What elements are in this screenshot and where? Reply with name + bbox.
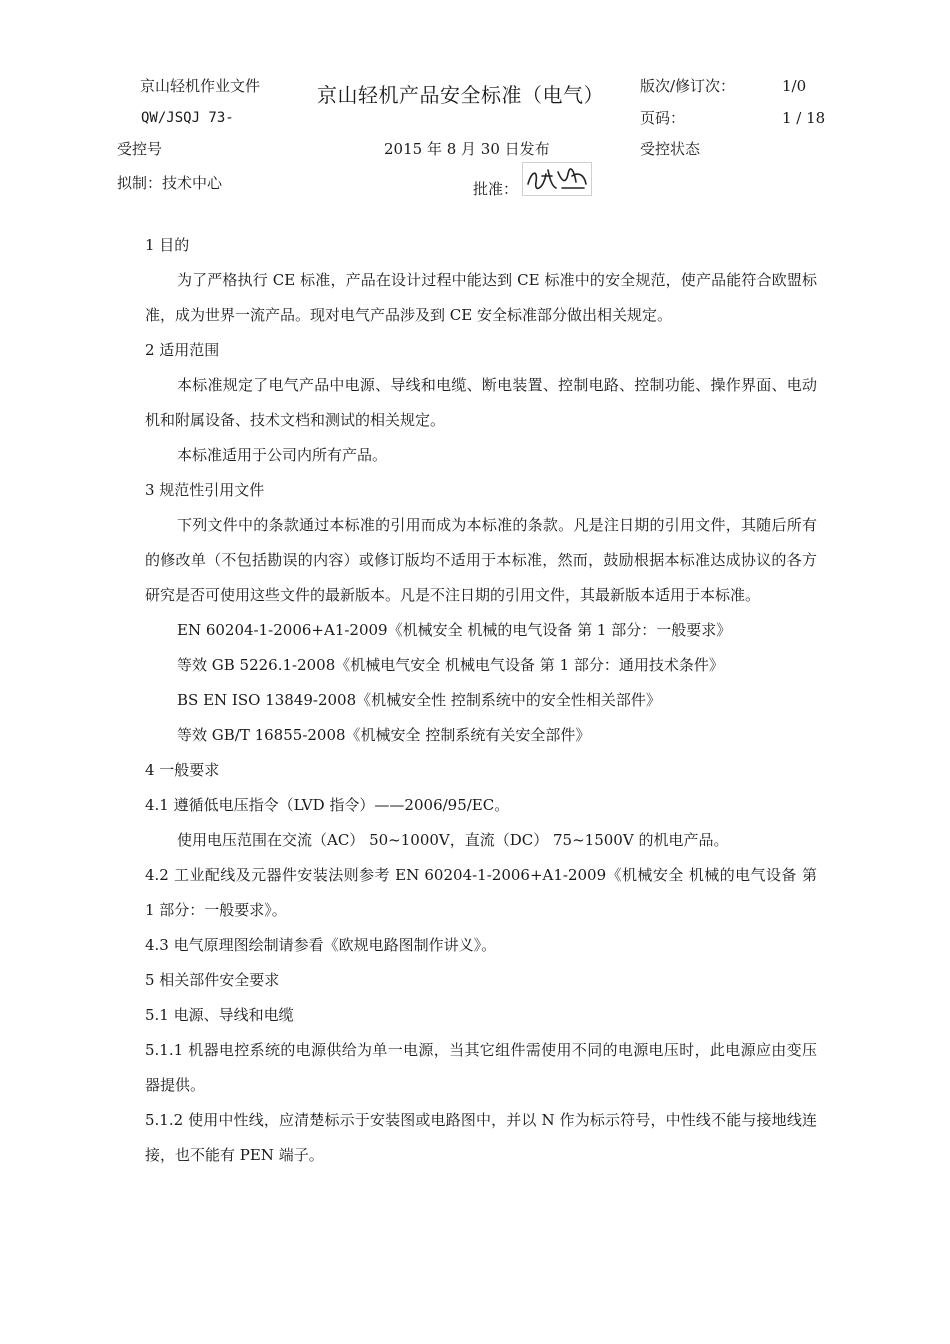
controlled-status-label: 受控状态 [640,140,701,158]
section-4-1: 4.1 遵循低电压指令（LVD 指令）——2006/95/EC。 [145,796,510,814]
reference-3: BS EN ISO 13849-2008《机械安全性 控制系统中的安全性相关部件》 [177,691,661,709]
section-2-heading: 2 适用范围 [145,341,220,359]
release-date: 2015 年 8 月 30 日发布 [384,140,550,158]
section-1-heading: 1 目的 [145,236,190,254]
section-4-3: 4.3 电气原理图绘制请参看《欧规电路图制作讲义》。 [145,936,497,954]
version-label: 版次/修订次： [640,77,736,95]
controlled-number-label: 受控号 [117,140,163,158]
section-5-1: 5.1 电源、导线和电缆 [145,1006,294,1024]
section-2-paragraph-1: 本标准规定了电气产品中电源、导线和电缆、断电装置、控制电路、控制功能、操作界面、电动机和附属设备、技术文档和测试的相关规定。 [145,376,817,429]
page-label: 页码： [640,109,686,127]
page-value: 1 / 18 [782,109,826,127]
section-5-1-1: 5.1.1 机器电控系统的电源供给为单一电源，当其它组件需使用不同的电源电压时，此电源应由变压器提供。 [145,1041,817,1094]
section-4-2: 4.2 工业配线及元器件安装法则参考 EN 60204-1-2006+A1-2009《机械安全 机械的电气设备 第 1 部分：一般要求》。 [145,866,817,919]
section-2-paragraph-2: 本标准适用于公司内所有产品。 [177,446,388,464]
document-body [145,228,817,1173]
section-4-heading: 4 一般要求 [145,761,220,779]
reference-4: 等效 GB/T 16855-2008《机械安全 控制系统有关安全部件》 [177,726,591,744]
version-value: 1/0 [782,77,807,95]
section-3-paragraph: 下列文件中的条款通过本标准的引用而成为本标准的条款。凡是注日期的引用文件，其随后所有的修改单（不包括勘误的内容）或修订版均不适用于本标准，然而，鼓励根据本标准达成协议的各方研究是否可使用这些文件的最新版本。凡是不注日期的引用文件，其最新版本适用于本标准。 [145,516,817,604]
drafted-by: 拟制：技术中心 [117,174,223,192]
document-title: 京山轻机产品安全标准（电气） [317,83,604,107]
section-4-1-paragraph: 使用电压范围在交流（AC） 50~1000V，直流（DC） 75~1500V 的机电产品。 [177,831,729,849]
section-3-heading: 3 规范性引用文件 [145,481,265,499]
approval-signature [522,162,592,196]
doc-code: QW/JSQJ 73- [141,110,234,126]
section-5-1-2: 5.1.2 使用中性线，应清楚标示于安装图或电路图中，并以 N 作为标示符号，中性线不能与接地线连接，也不能有 PEN 端子。 [145,1111,817,1164]
company-doc-label: 京山轻机作业文件 [140,77,261,95]
section-1-paragraph: 为了严格执行 CE 标准，产品在设计过程中能达到 CE 标准中的安全规范，使产品能符合欧盟标准，成为世界一流产品。现对电气产品涉及到 CE 安全标准部分做出相关规定。 [145,271,817,324]
section-5-heading: 5 相关部件安全要求 [145,971,280,989]
approved-label: 批准： [473,180,519,198]
reference-2: 等效 GB 5226.1-2008《机械电气安全 机械电气设备 第 1 部分：通用技术条件》 [177,656,724,674]
reference-1: EN 60204-1-2006+A1-2009《机械安全 机械的电气设备 第 1 部分：一般要求》 [177,621,732,639]
